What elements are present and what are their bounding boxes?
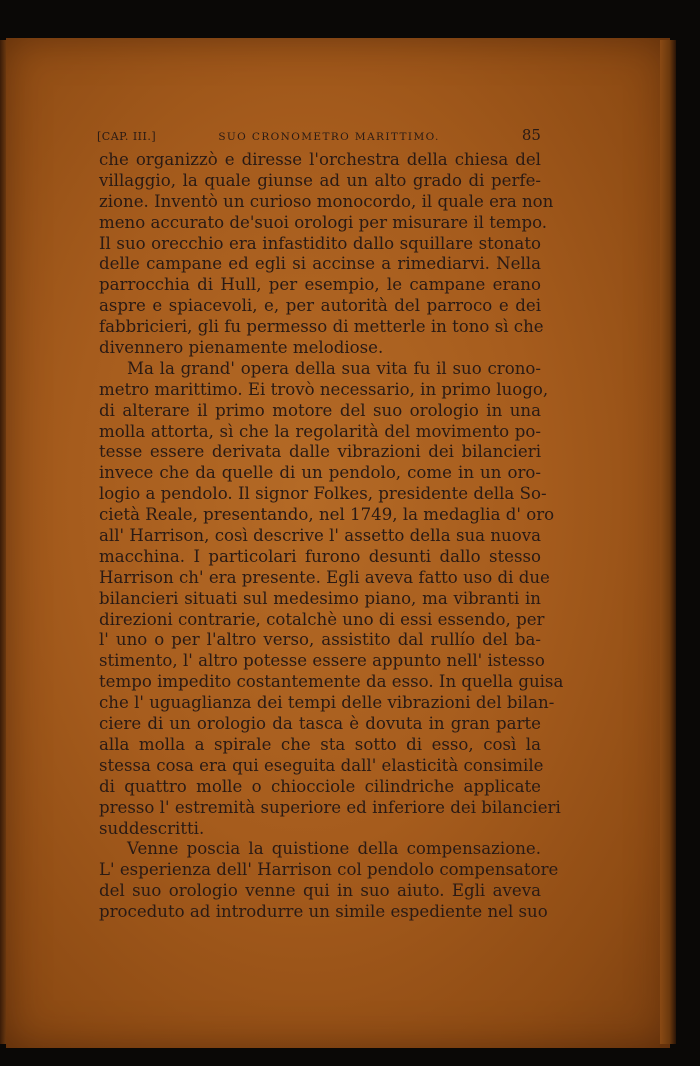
- text-line: proceduto ad introdurre un simile espediente nel suo: [99, 902, 548, 922]
- text-line: zione. Inventò un curioso monocordo, il quale era non: [99, 191, 554, 211]
- text-line: stessa cosa era qui eseguita dall' elasticità consimile: [99, 755, 544, 775]
- paragraph: [99, 839, 559, 923]
- running-head: [97, 126, 541, 150]
- text-line: del suo orologio venne qui in suo aiuto. Egli aveva: [99, 881, 541, 901]
- text-line: divennero pienamente melodiose.: [99, 338, 384, 358]
- text-line: stimento, l' altro potesse essere appunto nell' istesso: [99, 651, 545, 671]
- text-line: tesse essere derivata dalle vibrazioni dei bilancieri: [99, 442, 541, 462]
- text-line: presso l' estremità superiore ed inferiore dei bilancieri: [99, 797, 561, 817]
- running-title: SUO CRONOMETRO MARITTIMO.: [218, 131, 440, 143]
- text-line: Venne poscia la quistione della compensazione.: [127, 839, 541, 859]
- text-line: L' esperienza dell' Harrison col pendolo compensatore: [99, 860, 559, 880]
- text-line: fabbricieri, gli fu permesso di metterle in tono sì che: [99, 317, 544, 337]
- text-line: cietà Reale, presentando, nel 1749, la medaglia d' oro: [99, 505, 555, 525]
- page-content: [97, 126, 564, 923]
- text-line: ciere di un orologio da tasca è dovuta in gran parte: [99, 714, 541, 734]
- text-line: logio a pendolo. Il signor Folkes, presidente della So-: [99, 484, 547, 504]
- text-line: villaggio, la quale giunse ad un alto grado di perfe-: [99, 170, 541, 190]
- text-line: Harrison ch' era presente. Egli aveva fatto uso di due: [99, 567, 550, 587]
- text-line: l' uno o per l'altro verso, assistito dal rullío del ba-: [99, 630, 541, 650]
- text-line: invece che da quelle di un pendolo, come in un oro-: [99, 463, 541, 483]
- text-line: Il suo orecchio era infastidito dallo squillare stonato: [99, 233, 541, 253]
- text-line: che l' uguaglianza dei tempi delle vibrazioni del bilan-: [99, 693, 555, 713]
- paragraph: [99, 150, 554, 359]
- text-line: bilancieri situati sul medesimo piano, ma vibranti in: [99, 588, 541, 608]
- page-number: 85: [521, 126, 541, 144]
- paragraph: [99, 358, 564, 839]
- text-line: che organizzò e diresse l'orchestra della chiesa del: [99, 150, 541, 169]
- text-line: meno accurato de'suoi orologi per misurare il tempo.: [99, 212, 548, 232]
- text-line: di alterare il primo motore del suo orologio in una: [99, 400, 541, 420]
- text-line: metro marittimo. Ei trovò necessario, in primo luogo,: [99, 379, 549, 399]
- text-line: parrocchia di Hull, per esempio, le campane erano: [99, 275, 541, 295]
- text-line: suddescritti.: [99, 818, 205, 838]
- text-line: tempo impedito costantemente da esso. In quella guisa: [99, 672, 564, 692]
- text-line: all' Harrison, così descrive l' assetto della sua nuova: [99, 526, 541, 546]
- chapter-label: [CAP. III.]: [97, 130, 157, 143]
- text-line: direzioni contrarie, cotalchè uno di essi essendo, per: [99, 609, 545, 629]
- page-right-edge: [660, 40, 676, 1044]
- text-line: molla attorta, sì che la regolarità del movimento po-: [99, 421, 541, 441]
- text-line: aspre e spiacevoli, e, per autorità del parroco e dei: [99, 296, 541, 316]
- text-line: Ma la grand' opera della sua vita fu il suo crono-: [127, 358, 541, 378]
- text-line: alla molla a spirale che sta sotto di esso, così la: [99, 734, 541, 754]
- text-line: macchina. I particolari furono desunti dallo stesso: [99, 546, 541, 566]
- text-line: delle campane ed egli si accinse a rimediarvi. Nella: [99, 254, 541, 274]
- body-text: [99, 150, 564, 923]
- text-line: di quattro molle o chiocciole cilindriche applicate: [99, 776, 541, 796]
